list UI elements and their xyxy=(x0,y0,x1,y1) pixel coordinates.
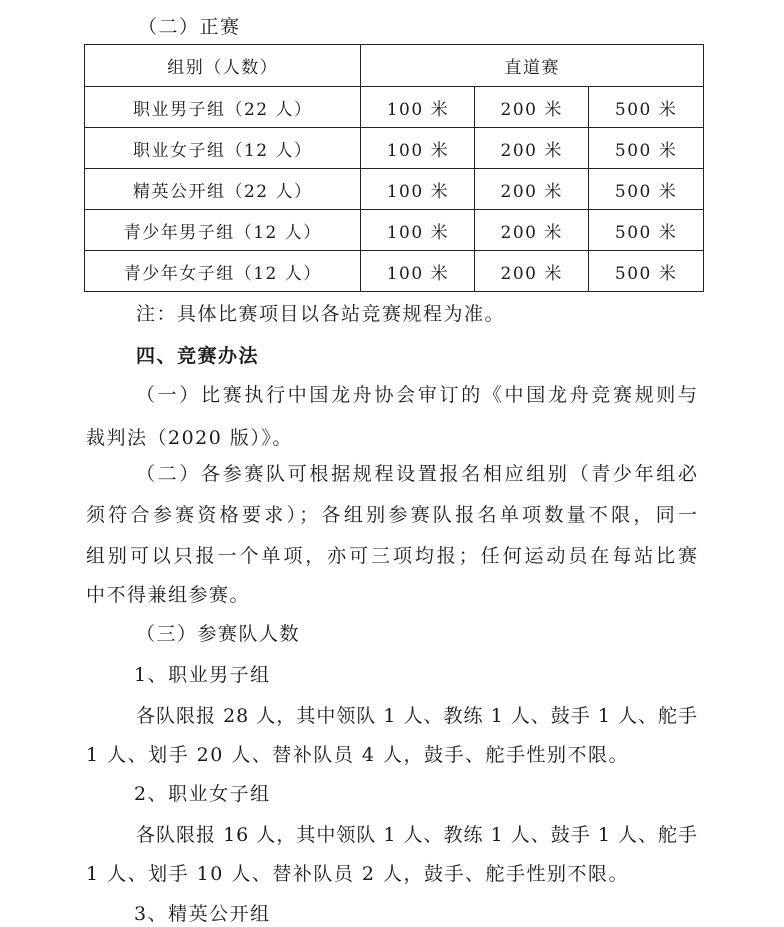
item2-line2: 1 人、划手 10 人、替补队员 2 人，鼓手、舵手性别不限。 xyxy=(86,863,630,885)
item1-line1: 各队限报 28 人，其中领队 1 人、教练 1 人、鼓手 1 人、舵手 xyxy=(136,705,698,727)
para2-line2: 须符合参赛资格要求）；各组别参赛队报名单项数量不限，同一 xyxy=(86,504,698,526)
header-race: 直道赛 xyxy=(361,45,704,87)
para2-line4: 中不得兼组参赛。 xyxy=(86,584,251,606)
sub3-title: （三）参赛队人数 xyxy=(136,623,301,645)
item2-line1: 各队限报 16 人，其中领队 1 人、教练 1 人、鼓手 1 人、舵手 xyxy=(136,824,698,846)
item3-title: 3、精英公开组 xyxy=(134,903,271,925)
cell-distance: 200 米 xyxy=(475,169,589,210)
cell-distance: 500 米 xyxy=(589,128,704,169)
table-row xyxy=(85,169,704,210)
table-row xyxy=(85,128,704,169)
cell-distance: 100 米 xyxy=(361,169,475,210)
para1-line2: 裁判法（2020 版）》。 xyxy=(86,427,293,449)
cell-distance: 200 米 xyxy=(475,87,589,128)
item1-title: 1、职业男子组 xyxy=(134,664,271,686)
race-table xyxy=(84,44,704,292)
para2-line1: （二）各参赛队可根据规程设置报名相应组别（青少年组必 xyxy=(136,463,698,485)
heading-competition-method: 四、竞赛办法 xyxy=(136,345,260,367)
table-row xyxy=(85,251,704,292)
cell-group: 职业女子组（12 人） xyxy=(85,128,361,169)
table-header-row xyxy=(85,45,704,87)
cell-distance: 100 米 xyxy=(361,251,475,292)
cell-distance: 500 米 xyxy=(589,87,704,128)
cell-distance: 100 米 xyxy=(361,210,475,251)
cell-group: 精英公开组（22 人） xyxy=(85,169,361,210)
cell-group: 职业男子组（22 人） xyxy=(85,87,361,128)
cell-distance: 200 米 xyxy=(475,251,589,292)
item1-line2: 1 人、划手 20 人、替补队员 4 人，鼓手、舵手性别不限。 xyxy=(86,744,630,766)
table-row xyxy=(85,210,704,251)
cell-distance: 500 米 xyxy=(589,251,704,292)
section-title: （二）正赛 xyxy=(138,16,241,38)
cell-distance: 100 米 xyxy=(361,87,475,128)
cell-distance: 200 米 xyxy=(475,128,589,169)
table-row xyxy=(85,87,704,128)
para2-line3: 组别可以只报一个单项，亦可三项均报；任何运动员在每站比赛 xyxy=(86,545,698,567)
item2-title: 2、职业女子组 xyxy=(134,783,271,805)
note-text: 注：具体比赛项目以各站竞赛规程为准。 xyxy=(136,303,506,325)
para1-line1: （一）比赛执行中国龙舟协会审订的《中国龙舟竞赛规则与 xyxy=(136,384,698,406)
header-group: 组别（人数） xyxy=(85,45,361,87)
cell-group: 青少年女子组（12 人） xyxy=(85,251,361,292)
cell-group: 青少年男子组（12 人） xyxy=(85,210,361,251)
cell-distance: 100 米 xyxy=(361,128,475,169)
cell-distance: 500 米 xyxy=(589,210,704,251)
cell-distance: 500 米 xyxy=(589,169,704,210)
cell-distance: 200 米 xyxy=(475,210,589,251)
